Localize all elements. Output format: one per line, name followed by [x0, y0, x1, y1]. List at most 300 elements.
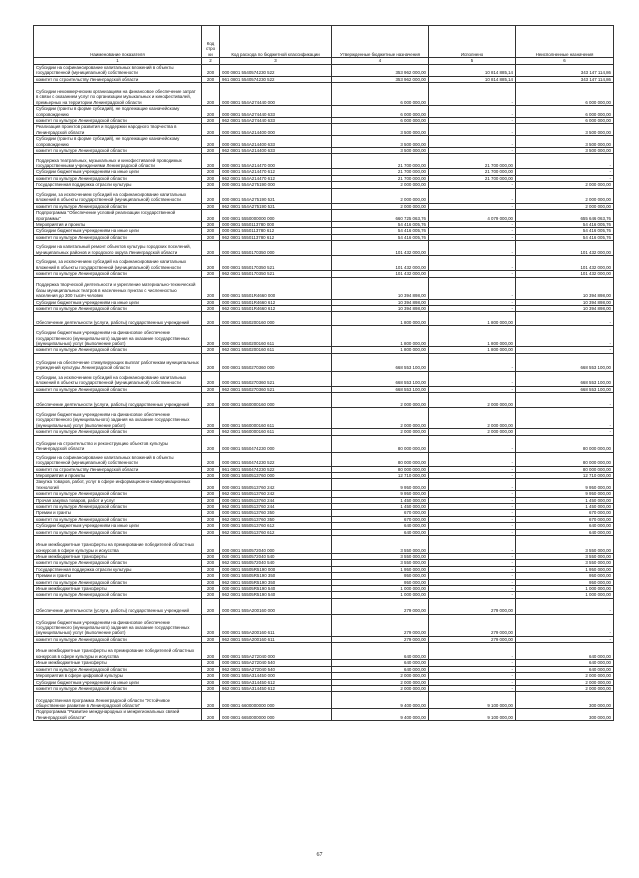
executed-amount-cell: 4 079 000,00 [429, 210, 516, 222]
table-row [34, 408, 614, 429]
remaining-amount-cell: 54 416 005,76 [516, 234, 614, 240]
indicator-name-cell: Мероприятия в сфере цифровой культуры [34, 673, 202, 679]
approved-amount-cell: 101 432 000,00 [332, 241, 429, 256]
remaining-amount-cell: 9 950 000,00 [516, 479, 614, 491]
classification-code-cell: 000 0801 5560000160 000 [220, 393, 332, 408]
indicator-name-cell: Субсидии некоммерческим организациям на финансовое обеспечение затрат в связи с оказанием услуг по организации музыкальных и кинофестивалей, премьерных на территории Ленинградской области [34, 83, 202, 106]
remaining-amount-cell: 343 147 114,86 [516, 65, 614, 77]
classification-code-cell: 962 0801 5550113780 612 [220, 234, 332, 240]
executed-amount-cell: 1 800 000,00 [429, 326, 516, 347]
remaining-amount-cell: 1 000 000,00 [516, 592, 614, 598]
classification-code-cell: 962 0801 5550572040 540 [220, 560, 332, 566]
classification-code-cell: 962 0801 5550200160 611 [220, 347, 332, 353]
classification-code-cell: 000 0801 5550572040 000 [220, 536, 332, 554]
classification-code-cell: 000 0801 5560000160 611 [220, 408, 332, 429]
classification-code-cell: 000 0801 55505R5190 000 [220, 566, 332, 572]
line-code-cell: 200 [202, 566, 220, 572]
remaining-amount-cell: 1 000 000,00 [516, 586, 614, 592]
executed-amount-cell: 279 000,00 [429, 598, 516, 614]
indicator-name-cell: Субсидии на софинансирование капитальных вложений в объекты государственной (муниципальной) собственности [34, 452, 202, 466]
executed-amount-cell: - [429, 124, 516, 136]
approved-amount-cell: 80 000 000,00 [332, 466, 429, 472]
classification-code-cell: 962 0801 554А275190 521 [220, 203, 332, 209]
approved-amount-cell: 3 550 000,00 [332, 554, 429, 560]
classification-code-cell: 000 0801 555А200160 611 [220, 614, 332, 636]
remaining-amount-cell: 6 000 000,00 [516, 118, 614, 124]
executed-amount-cell: 1 800 000,00 [429, 312, 516, 326]
indicator-name-cell: комитет по строительству Ленинградской области [34, 466, 202, 472]
line-code-cell: 200 [202, 228, 220, 234]
line-code-cell: 200 [202, 573, 220, 579]
line-code-cell: 200 [202, 386, 220, 392]
executed-amount-cell: - [429, 586, 516, 592]
remaining-amount-cell: - [516, 408, 614, 429]
approved-amount-cell: 668 553 100,00 [332, 386, 429, 392]
classification-code-cell: 000 0801 554А214470 612 [220, 169, 332, 175]
line-code-cell: 200 [202, 497, 220, 503]
line-code-cell: 200 [202, 393, 220, 408]
approved-amount-cell: 21 700 000,00 [332, 154, 429, 169]
executed-amount-cell: - [429, 118, 516, 124]
classification-code-cell: 962 0801 55501R4660 612 [220, 305, 332, 311]
classification-code-cell: 962 0801 554А274440 633 [220, 118, 332, 124]
table-row [34, 614, 614, 636]
remaining-amount-cell: 101 432 000,00 [516, 256, 614, 271]
classification-code-cell: 000 0801 554А274440 000 [220, 83, 332, 106]
approved-amount-cell: 6 000 000,00 [332, 118, 429, 124]
indicator-name-cell: комитет по культуре Ленинградской области [34, 516, 202, 522]
column-number: 1 [34, 58, 202, 65]
indicator-name-cell: комитет по культуре Ленинградской области [34, 305, 202, 311]
approved-amount-cell: 1 450 000,00 [332, 504, 429, 510]
approved-amount-cell: 353 962 000,00 [332, 76, 429, 82]
table-row [34, 124, 614, 136]
executed-amount-cell: - [429, 491, 516, 497]
table-row [34, 393, 614, 408]
line-code-cell: 200 [202, 326, 220, 347]
classification-code-cell: 000 0801 6600000000 000 [220, 692, 332, 709]
indicator-name-cell: Мероприятия и проекты [34, 221, 202, 227]
indicator-name-cell: Реализация проектов развития и поддержки народного творчества в Ленинградской области [34, 124, 202, 136]
executed-amount-cell: 2 000 000,00 [429, 393, 516, 408]
remaining-amount-cell: 10 394 898,00 [516, 305, 614, 311]
line-code-cell: 200 [202, 188, 220, 203]
remaining-amount-cell: 80 000 000,00 [516, 452, 614, 466]
executed-amount-cell: - [429, 83, 516, 106]
classification-code-cell: 000 0801 5550170350 521 [220, 256, 332, 271]
line-code-cell: 200 [202, 586, 220, 592]
classification-code-cell: 000 0801 5550113780 000 [220, 221, 332, 227]
remaining-amount-cell: - [516, 636, 614, 642]
approved-amount-cell: 1 800 000,00 [332, 312, 429, 326]
header-remaining: Неисполненные назначения [516, 26, 614, 58]
indicator-name-cell: Субсидии бюджетным учреждениям на иные цели [34, 169, 202, 175]
indicator-name-cell: Обеспечение деятельности (услуги, работы) государственных учреждений [34, 598, 202, 614]
line-code-cell: 200 [202, 491, 220, 497]
indicator-name-cell: Государственная поддержка отрасли культуры [34, 566, 202, 572]
approved-amount-cell: 668 553 100,00 [332, 371, 429, 386]
approved-amount-cell: 670 000,00 [332, 510, 429, 516]
approved-amount-cell: 3 500 000,00 [332, 148, 429, 154]
classification-code-cell: 000 0801 55501R4660 612 [220, 299, 332, 305]
executed-amount-cell: 9 100 000,00 [429, 709, 516, 721]
indicator-name-cell: Субсидии (гранты в форме субсидий), не подлежащие казначейскому сопровождению [34, 136, 202, 148]
remaining-amount-cell: - [516, 598, 614, 614]
line-code-cell: 200 [202, 679, 220, 685]
indicator-name-cell: комитет по строительству Ленинградской области [34, 76, 202, 82]
table-row [34, 709, 614, 721]
line-code-cell: 200 [202, 408, 220, 429]
classification-code-cell: 000 0801 555А314450 612 [220, 679, 332, 685]
line-code-cell: 200 [202, 148, 220, 154]
remaining-amount-cell: 3 550 000,00 [516, 560, 614, 566]
remaining-amount-cell: 3 500 000,00 [516, 124, 614, 136]
remaining-amount-cell: 10 394 898,00 [516, 277, 614, 299]
line-code-cell: 200 [202, 472, 220, 478]
remaining-amount-cell: 54 416 005,76 [516, 228, 614, 234]
executed-amount-cell: 279 000,00 [429, 614, 516, 636]
line-code-cell: 200 [202, 175, 220, 181]
indicator-name-cell: комитет по культуре Ленинградской области [34, 504, 202, 510]
indicator-name-cell: комитет по культуре Ленинградской области [34, 685, 202, 691]
remaining-amount-cell: 1 950 000,00 [516, 566, 614, 572]
executed-amount-cell: - [429, 241, 516, 256]
line-code-cell: 200 [202, 560, 220, 566]
classification-code-cell: 962 0801 555А200160 611 [220, 636, 332, 642]
classification-code-cell: 961 0801 5550474230 522 [220, 466, 332, 472]
line-code-cell: 200 [202, 579, 220, 585]
line-code-cell: 200 [202, 169, 220, 175]
indicator-name-cell: Поддержка театральных, музыкальных и кинофестивалей проводимых государственными учреждениями Ленинградской области [34, 154, 202, 169]
line-code-cell: 200 [202, 347, 220, 353]
line-code-cell: 200 [202, 592, 220, 598]
classification-code-cell: 000 0801 5550270360 000 [220, 353, 332, 371]
remaining-amount-cell: 3 550 000,00 [516, 536, 614, 554]
executed-amount-cell: - [429, 679, 516, 685]
table-row [34, 136, 614, 148]
line-code-cell: 200 [202, 660, 220, 666]
table-row [34, 154, 614, 169]
indicator-name-cell: комитет по культуре Ленинградской области [34, 118, 202, 124]
classification-code-cell: 000 0801 554А214470 000 [220, 154, 332, 169]
executed-amount-cell: - [429, 466, 516, 472]
classification-code-cell: 000 0801 5550170350 000 [220, 241, 332, 256]
line-code-cell: 200 [202, 636, 220, 642]
classification-code-cell: 000 0801 5550474230 000 [220, 435, 332, 452]
line-code-cell: 200 [202, 536, 220, 554]
remaining-amount-cell: 3 500 000,00 [516, 148, 614, 154]
indicator-name-cell: Субсидии бюджетным учреждениям на финансовое обеспечение государственного (муниципального) задания на оказание государственных (муниципальных) услуг (выполнение работ) [34, 326, 202, 347]
line-code-cell: 200 [202, 124, 220, 136]
approved-amount-cell: 6 000 000,00 [332, 83, 429, 106]
classification-code-cell: 962 0801 5550270360 521 [220, 386, 332, 392]
approved-amount-cell: 353 962 000,00 [332, 65, 429, 77]
approved-amount-cell: 279 000,00 [332, 636, 429, 642]
column-number: 6 [516, 58, 614, 65]
line-code-cell: 200 [202, 529, 220, 535]
approved-amount-cell: 640 000,00 [332, 529, 429, 535]
remaining-amount-cell: 101 432 000,00 [516, 241, 614, 256]
executed-amount-cell: - [429, 529, 516, 535]
classification-code-cell: 962 0801 554А214470 612 [220, 175, 332, 181]
remaining-amount-cell: 640 000,00 [516, 666, 614, 672]
indicator-name-cell: Субсидии, за исключением субсидий на софинансирование капитальных вложений в объекты государственной (муниципальной) собственности [34, 371, 202, 386]
approved-amount-cell: 950 000,00 [332, 579, 429, 585]
indicator-name-cell: комитет по культуре Ленинградской области [34, 636, 202, 642]
table-row [34, 65, 614, 77]
table-row [34, 598, 614, 614]
line-code-cell: 200 [202, 76, 220, 82]
executed-amount-cell: - [429, 479, 516, 491]
remaining-amount-cell: 640 000,00 [516, 660, 614, 666]
approved-amount-cell: 10 394 898,00 [332, 305, 429, 311]
indicator-name-cell: Иные межбюджетные трансферты на премирование победителей областных конкурсов в сфере культуры и искусства [34, 643, 202, 660]
approved-amount-cell: 640 000,00 [332, 666, 429, 672]
classification-code-cell: 000 0801 5550513760 242 [220, 479, 332, 491]
line-code-cell: 200 [202, 685, 220, 691]
executed-amount-cell: 21 700 000,00 [429, 175, 516, 181]
indicator-name-cell: Мероприятия и проекты [34, 472, 202, 478]
approved-amount-cell: 2 000 000,00 [332, 685, 429, 691]
remaining-amount-cell: 101 432 000,00 [516, 271, 614, 277]
executed-amount-cell: - [429, 305, 516, 311]
executed-amount-cell: - [429, 136, 516, 148]
executed-amount-cell: - [429, 271, 516, 277]
table-row [34, 277, 614, 299]
executed-amount-cell: - [429, 504, 516, 510]
remaining-amount-cell: - [516, 614, 614, 636]
line-code-cell: 200 [202, 516, 220, 522]
remaining-amount-cell: 6 000 000,00 [516, 83, 614, 106]
table-row [34, 692, 614, 709]
executed-amount-cell: - [429, 188, 516, 203]
classification-code-cell: 000 0801 554А214400 000 [220, 124, 332, 136]
remaining-amount-cell: 2 000 000,00 [516, 203, 614, 209]
table-row [34, 326, 614, 347]
remaining-amount-cell: - [516, 429, 614, 435]
classification-code-cell: 000 0801 555А272040 540 [220, 660, 332, 666]
budget-execution-table [33, 25, 614, 721]
table-row [34, 435, 614, 452]
approved-amount-cell: 640 000,00 [332, 660, 429, 666]
approved-amount-cell: 660 725 063,76 [332, 210, 429, 222]
remaining-amount-cell: 640 000,00 [516, 529, 614, 535]
table-row [34, 643, 614, 660]
classification-code-cell: 000 0801 5550474230 522 [220, 452, 332, 466]
executed-amount-cell: - [429, 554, 516, 560]
indicator-name-cell: комитет по культуре Ленинградской области [34, 347, 202, 353]
approved-amount-cell: 9 400 000,00 [332, 709, 429, 721]
remaining-amount-cell: 950 000,00 [516, 573, 614, 579]
classification-code-cell: 962 0801 5550170350 521 [220, 271, 332, 277]
indicator-name-cell: Субсидии бюджетным учреждениям на финансовое обеспечение государственного (муниципального) задания на оказание государственных (муниципальных) услуг (выполнение работ) [34, 408, 202, 429]
executed-amount-cell: - [429, 472, 516, 478]
table-row [34, 188, 614, 203]
approved-amount-cell: 3 550 000,00 [332, 536, 429, 554]
remaining-amount-cell: - [516, 326, 614, 347]
line-code-cell: 200 [202, 504, 220, 510]
executed-amount-cell: - [429, 148, 516, 154]
line-code-cell: 200 [202, 312, 220, 326]
classification-code-cell: 000 0801 555А314450 000 [220, 673, 332, 679]
classification-code-cell: 962 0801 55505R5190 540 [220, 592, 332, 598]
remaining-amount-cell: - [516, 312, 614, 326]
executed-amount-cell: - [429, 666, 516, 672]
approved-amount-cell: 21 700 000,00 [332, 175, 429, 181]
table-row [34, 241, 614, 256]
line-code-cell: 200 [202, 154, 220, 169]
indicator-name-cell: комитет по культуре Ленинградской области [34, 203, 202, 209]
executed-amount-cell: 10 814 885,14 [429, 76, 516, 82]
executed-amount-cell: 10 814 885,14 [429, 65, 516, 77]
indicator-name-cell: Иные межбюджетные трансферты [34, 586, 202, 592]
classification-code-cell: 962 0801 554А214400 633 [220, 148, 332, 154]
executed-amount-cell: - [429, 523, 516, 529]
line-code-cell: 200 [202, 692, 220, 709]
remaining-amount-cell: 668 553 100,00 [516, 353, 614, 371]
remaining-amount-cell: 2 000 000,00 [516, 685, 614, 691]
executed-amount-cell: - [429, 510, 516, 516]
line-code-cell: 200 [202, 666, 220, 672]
table-body [34, 65, 614, 721]
classification-code-cell: 000 0801 55505R5190 540 [220, 586, 332, 592]
line-code-cell: 200 [202, 241, 220, 256]
indicator-name-cell: Премии и гранты [34, 510, 202, 516]
column-number: 3 [220, 58, 332, 65]
remaining-amount-cell: 1 450 000,00 [516, 504, 614, 510]
remaining-amount-cell: 80 000 000,00 [516, 466, 614, 472]
executed-amount-cell: - [429, 228, 516, 234]
indicator-name-cell: Подпрограмма "Развитие международных и межрегиональных связей Ленинградской области" [34, 709, 202, 721]
executed-amount-cell: 2 000 000,00 [429, 408, 516, 429]
header-line-code: Код стро ки [202, 26, 220, 58]
table-row [34, 210, 614, 222]
line-code-cell: 200 [202, 65, 220, 77]
classification-code-cell: 000 0801 5550200160 000 [220, 312, 332, 326]
executed-amount-cell: - [429, 673, 516, 679]
page-number: 67 [316, 852, 323, 858]
remaining-amount-cell: - [516, 175, 614, 181]
remaining-amount-cell: 10 394 898,00 [516, 299, 614, 305]
approved-amount-cell: 6 000 000,00 [332, 106, 429, 118]
indicator-name-cell: Государственная поддержка отрасли культуры [34, 182, 202, 188]
remaining-amount-cell: 2 000 000,00 [516, 673, 614, 679]
classification-code-cell: 000 0801 5550513760 244 [220, 497, 332, 503]
remaining-amount-cell: 950 000,00 [516, 579, 614, 585]
indicator-name-cell: Субсидии бюджетным учреждениям на иные цели [34, 299, 202, 305]
remaining-amount-cell: 668 553 100,00 [516, 386, 614, 392]
executed-amount-cell: 21 700 000,00 [429, 154, 516, 169]
table-row [34, 256, 614, 271]
line-code-cell: 200 [202, 210, 220, 222]
table-row [34, 353, 614, 371]
approved-amount-cell: 2 000 000,00 [332, 393, 429, 408]
remaining-amount-cell: 343 147 114,86 [516, 76, 614, 82]
line-code-cell: 200 [202, 598, 220, 614]
column-number: 5 [429, 58, 516, 65]
indicator-name-cell: комитет по культуре Ленинградской области [34, 234, 202, 240]
executed-amount-cell: - [429, 277, 516, 299]
classification-code-cell: 962 0801 555А272040 540 [220, 666, 332, 672]
remaining-amount-cell: 300 000,00 [516, 692, 614, 709]
indicator-name-cell: комитет по культуре Ленинградской области [34, 491, 202, 497]
approved-amount-cell: 279 000,00 [332, 614, 429, 636]
classification-code-cell: 000 0801 5550113780 612 [220, 228, 332, 234]
approved-amount-cell: 12 710 000,00 [332, 472, 429, 478]
approved-amount-cell: 101 432 000,00 [332, 256, 429, 271]
table-row [34, 536, 614, 554]
line-code-cell: 200 [202, 466, 220, 472]
indicator-name-cell: комитет по культуре Ленинградской области [34, 529, 202, 535]
remaining-amount-cell: 640 000,00 [516, 643, 614, 660]
line-code-cell: 200 [202, 182, 220, 188]
approved-amount-cell: 10 394 898,00 [332, 277, 429, 299]
classification-code-cell: 000 0801 5550270360 521 [220, 371, 332, 386]
classification-code-cell: 000 0801 555А272040 000 [220, 643, 332, 660]
indicator-name-cell: Государственная программа Ленинградской области "Устойчивое общественное развитие в Ленинградской области" [34, 692, 202, 709]
classification-code-cell: 000 0801 5550000000 000 [220, 210, 332, 222]
table-header-row [34, 26, 614, 58]
indicator-name-cell: Иные межбюджетные трансферты [34, 554, 202, 560]
line-code-cell: 200 [202, 709, 220, 721]
approved-amount-cell: 1 800 000,00 [332, 326, 429, 347]
indicator-name-cell: Субсидии на строительство и реконструкцию объектов культуры Ленинградской области [34, 435, 202, 452]
executed-amount-cell: - [429, 386, 516, 392]
approved-amount-cell: 80 000 000,00 [332, 452, 429, 466]
header-approved: Утвержденные бюджетные назначения [332, 26, 429, 58]
table-row [34, 312, 614, 326]
approved-amount-cell: 80 000 000,00 [332, 435, 429, 452]
indicator-name-cell: Прочая закупка товаров, работ и услуг [34, 497, 202, 503]
remaining-amount-cell: - [516, 393, 614, 408]
executed-amount-cell: - [429, 560, 516, 566]
approved-amount-cell: 279 000,00 [332, 598, 429, 614]
line-code-cell: 200 [202, 136, 220, 148]
indicator-name-cell: комитет по культуре Ленинградской области [34, 560, 202, 566]
approved-amount-cell: 640 000,00 [332, 643, 429, 660]
remaining-amount-cell: 54 416 005,76 [516, 221, 614, 227]
indicator-name-cell: Обеспечение деятельности (услуги, работы) государственных учреждений [34, 312, 202, 326]
remaining-amount-cell: 1 450 000,00 [516, 497, 614, 503]
approved-amount-cell: 21 700 000,00 [332, 169, 429, 175]
line-code-cell: 200 [202, 673, 220, 679]
classification-code-cell: 000 0801 5550513760 350 [220, 510, 332, 516]
indicator-name-cell: Субсидии бюджетным учреждениям на иные цели [34, 523, 202, 529]
classification-code-cell: 962 0801 555А314450 612 [220, 685, 332, 691]
line-code-cell: 200 [202, 106, 220, 118]
classification-code-cell: 962 0801 5560000160 611 [220, 429, 332, 435]
line-code-cell: 200 [202, 83, 220, 106]
classification-code-cell: 000 0801 6650000000 000 [220, 709, 332, 721]
approved-amount-cell: 668 553 100,00 [332, 353, 429, 371]
remaining-amount-cell: - [516, 169, 614, 175]
executed-amount-cell: - [429, 256, 516, 271]
classification-code-cell: 000 0801 554А274440 633 [220, 106, 332, 118]
indicator-name-cell: Субсидии на обеспечение стимулирующих выплат работникам муниципальных учреждений культуры Ленинградской области [34, 353, 202, 371]
classification-code-cell: 000 0801 554А275190 000 [220, 182, 332, 188]
classification-code-cell: 000 0801 5550572040 540 [220, 554, 332, 560]
executed-amount-cell: - [429, 234, 516, 240]
line-code-cell: 200 [202, 305, 220, 311]
indicator-name-cell: Премии и гранты [34, 573, 202, 579]
remaining-amount-cell: 640 000,00 [516, 523, 614, 529]
classification-code-cell: 961 0801 5540574230 522 [220, 76, 332, 82]
classification-code-cell: 000 0801 554А275190 521 [220, 188, 332, 203]
approved-amount-cell: 1 800 000,00 [332, 347, 429, 353]
line-code-cell: 200 [202, 429, 220, 435]
executed-amount-cell: - [429, 299, 516, 305]
line-code-cell: 200 [202, 452, 220, 466]
